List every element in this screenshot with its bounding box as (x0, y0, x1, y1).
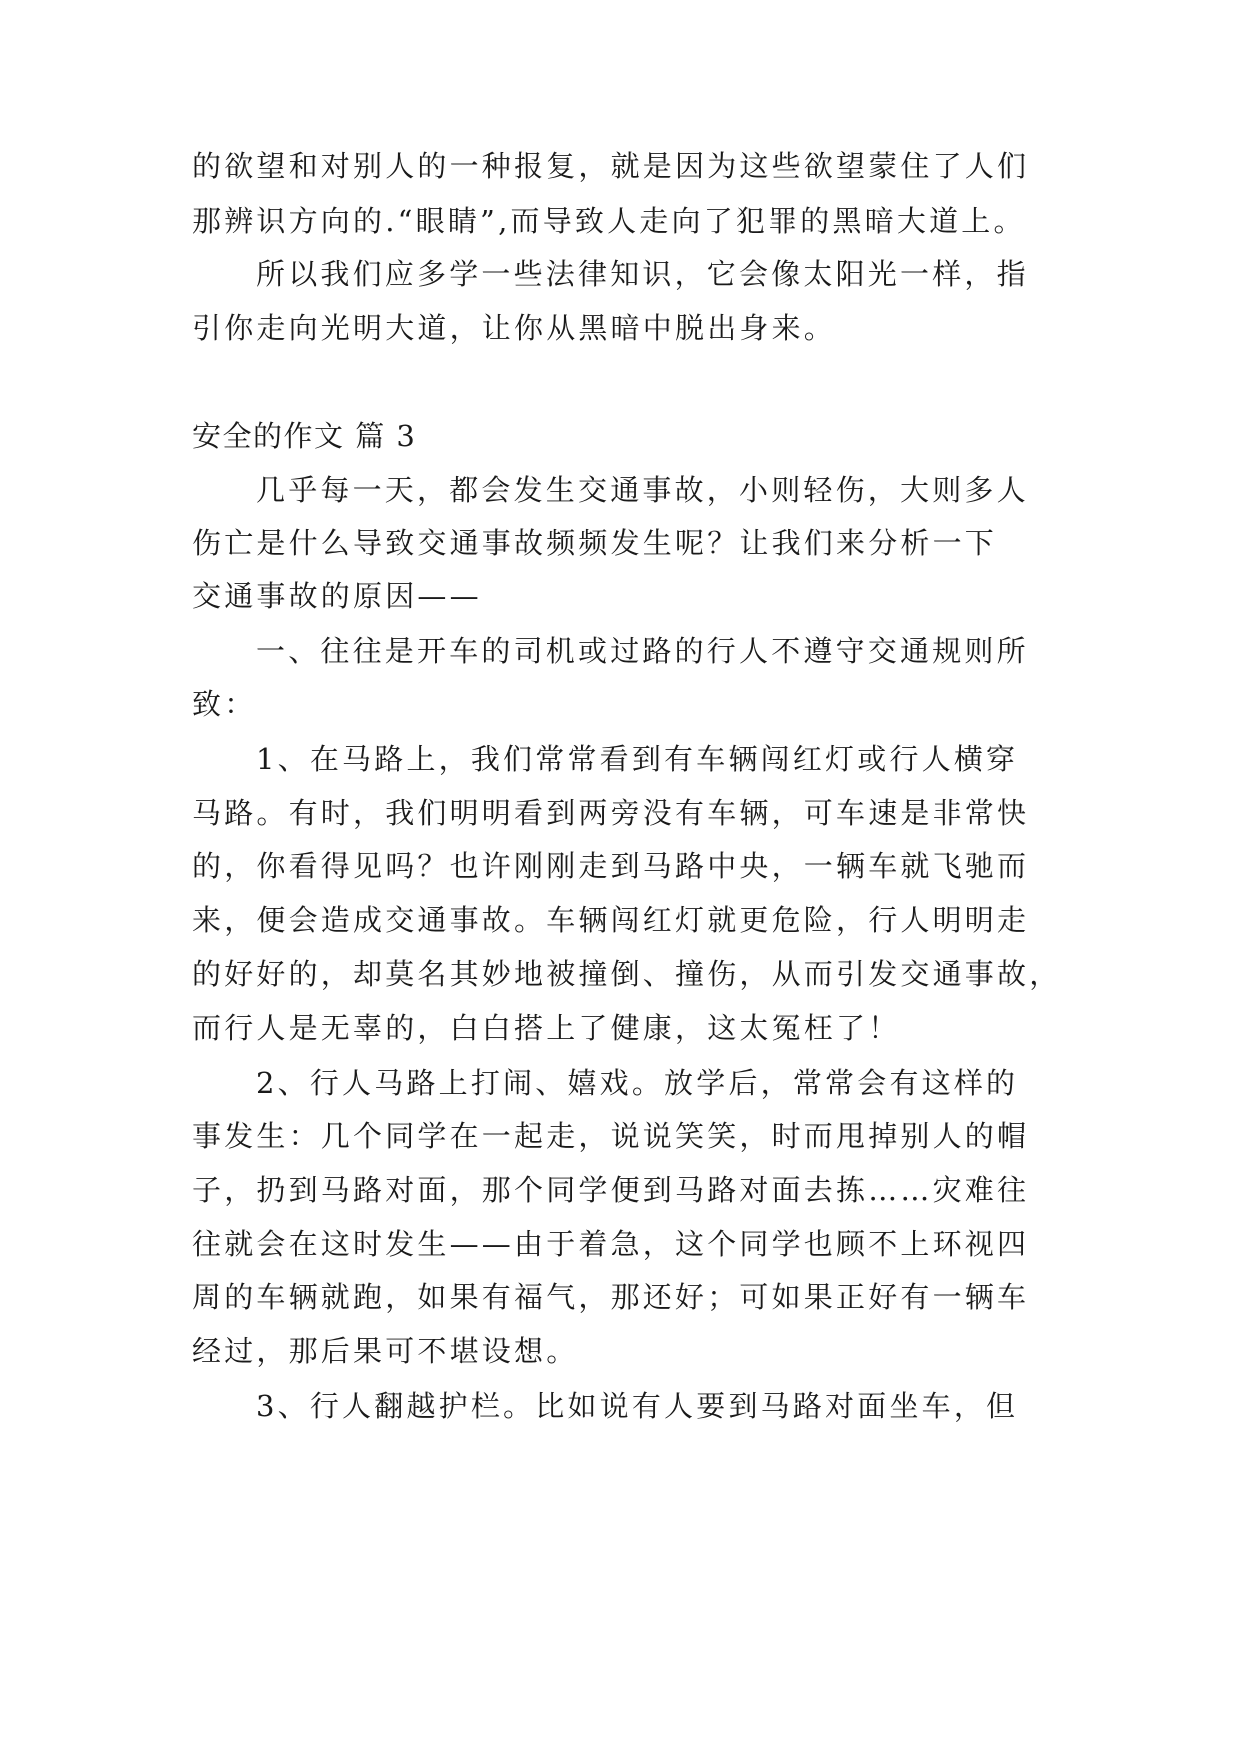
paragraph-line: 所以我们应多学一些法律知识，它会像太阳光一样，指 (256, 257, 1029, 291)
paragraph-line: 子，扔到马路对面，那个同学便到马路对面去拣……灾难往 (192, 1173, 1030, 1207)
paragraph-line: 事发生：几个同学在一起走，说说笑笑，时而甩掉别人的帽 (192, 1119, 1030, 1153)
paragraph-line: 那辨识方向的.“眼睛”,而导致人走向了犯罪的黑暗大道上。 (192, 204, 1026, 238)
section-title: 安全的作文 篇 3 (192, 419, 417, 453)
paragraph-line: 一、往往是开车的司机或过路的行人不遵守交通规则所 (256, 634, 1029, 668)
paragraph-line: 周的车辆就跑，如果有福气，那还好；可如果正好有一辆车 (192, 1280, 1030, 1314)
paragraph-line: 伤亡是什么导致交通事故频频发生呢？让我们来分析一下 (192, 526, 998, 560)
paragraph-line: 马路。有时，我们明明看到两旁没有车辆，可车速是非常快 (192, 796, 1030, 830)
paragraph-line: 几乎每一天，都会发生交通事故，小则轻伤，大则多人 (256, 473, 1029, 507)
paragraph-line: 3、行人翻越护栏。比如说有人要到马路对面坐车，但 (256, 1389, 1019, 1423)
paragraph-line: 来，便会造成交通事故。车辆闯红灯就更危险，行人明明走 (192, 903, 1030, 937)
paragraph-line: 交通事故的原因—— (192, 579, 482, 613)
paragraph-line: 1、在马路上，我们常常看到有车辆闯红灯或行人横穿 (256, 742, 1019, 776)
paragraph-line: 的好好的，却莫名其妙地被撞倒、撞伤，从而引发交通事故， (192, 957, 1062, 991)
paragraph-line: 的欲望和对别人的一种报复，就是因为这些欲望蒙住了人们 (192, 149, 1030, 183)
paragraph-line: 的，你看得见吗？也许刚刚走到马路中央，一辆车就飞驰而 (192, 849, 1030, 883)
paragraph-line: 2、行人马路上打闹、嬉戏。放学后，常常会有这样的 (256, 1066, 1019, 1100)
paragraph-line: 而行人是无辜的，白白搭上了健康，这太冤枉了！ (192, 1011, 901, 1045)
paragraph-line: 引你走向光明大道，让你从黑暗中脱出身来。 (192, 311, 837, 345)
paragraph-line: 经过，那后果可不堪设想。 (192, 1334, 579, 1368)
paragraph-line: 致： (192, 687, 257, 721)
paragraph-line: 往就会在这时发生——由于着急，这个同学也顾不上环视四 (192, 1227, 1030, 1261)
